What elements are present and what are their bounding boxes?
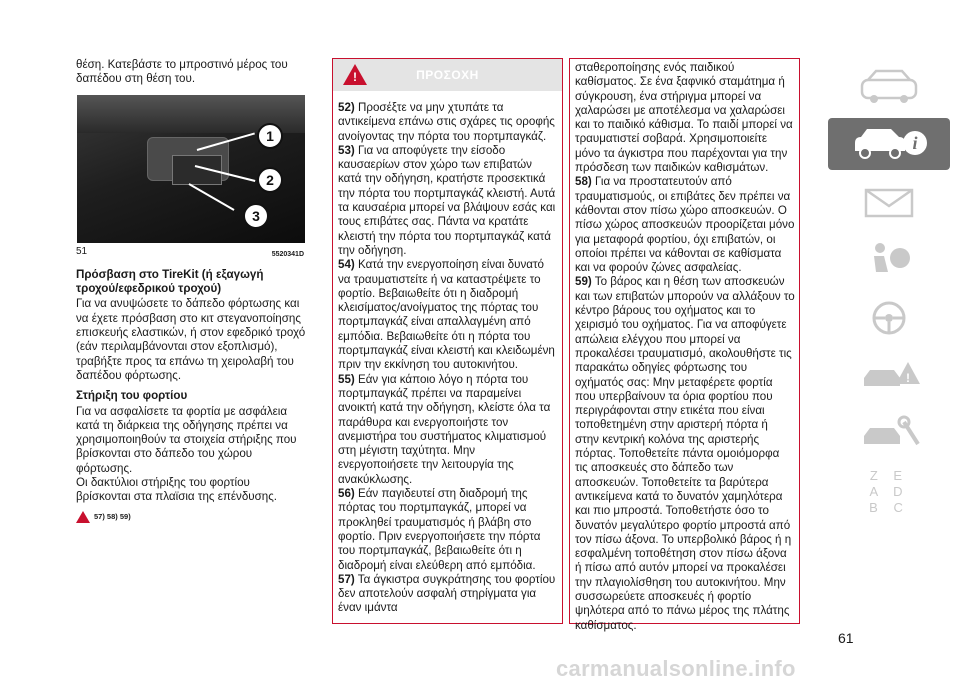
mail-icon[interactable]: [828, 176, 950, 228]
warning-header: ! ΠΡΟΣΟΧΗ: [333, 59, 562, 91]
car-dashboard-icon[interactable]: [828, 60, 950, 112]
left-column: [76, 58, 306, 524]
watermark: carmanualsonline.info: [556, 656, 796, 681]
wrench-car-icon[interactable]: [828, 408, 950, 460]
warning-item: 56) Εάν παγιδευτεί στη διαδρομή της πόρτας του πορτμπαγκάζ, μπορεί να προκληθεί τραυματισμός ή βλάβη στο φορτίο. Πριν ενεργοποιήσετε την πόρτα του πορτμπαγκάζ, βεβαιωθείτε ότι η διαδρομή είναι ελεύθερη από εμπόδια.: [338, 487, 541, 572]
warning-item: 57) Τα άγκιστρα συγκράτησης του φορτίου δεν αποτελούν ασφαλή στηρίγματα για έναν ιμάντα: [338, 572, 556, 615]
figure-code: 5520341D: [271, 250, 304, 258]
trunk-floor-photo: [77, 95, 305, 243]
warning-title: ΠΡΟΣΟΧΗ: [416, 68, 479, 82]
section-title-load: Στήριξη του φορτίου: [76, 389, 188, 403]
section-text-load-1: Για να ασφαλίσετε τα φορτία με ασφάλεια κατά τη διάρκεια της οδήγησης πρέπει να χρησιμοποιηθούν τα στοιχεία στήριξης που βρίσκονται στο δάπεδο του χώρου φόρτωσης.: [76, 404, 297, 475]
intro-text: θέση. Κατεβάστε το μπροστινό μέρος του δαπέδου στη θέση του.: [76, 58, 288, 86]
car-info-icon[interactable]: [828, 118, 950, 170]
warning-continued-text: σταθεροποίησης ενός παιδικού καθίσματος. Σε ένα ξαφνικό σταμάτημα ή σύγκρουση, ένα στήριγμα μπορεί να χαλαρώσει με αποτέλεσμα να χαλαρώσει και το παιδικό κάθισμα. Το παιδί μπορεί να τραυματιστεί σοβαρά. Χρησιμοποιείτε μόνο τα άγκιστρα που παρέχονται για την πρόσδεση των παιδικών καθισμάτων.: [575, 61, 793, 175]
section-title-tirekit: Πρόσβαση στο TireKit (ή εξαγωγή τροχού/εφεδρικού τροχού): [76, 267, 264, 296]
warning-car-icon[interactable]: [828, 350, 950, 402]
svg-text:!: !: [906, 371, 910, 385]
warning-continued-items: [575, 61, 795, 633]
section-text-load-2: Οι δακτύλιοι στήριξης του φορτίου βρίσκονται στα πλαϊσια της επένδυσης.: [76, 476, 278, 504]
figure-number: 51: [76, 245, 88, 257]
warning-item: 52) Προσέξτε να μην χτυπάτε τα αντικείμενα επάνω στις σχάρες τις οροφής ανοίγοντας την πόρτα του πορτμπαγκάζ.: [338, 101, 555, 143]
warning-references: [76, 510, 306, 524]
warning-ref-numbers: 57) 58) 59): [94, 511, 131, 521]
warning-triangle-icon: [76, 511, 90, 523]
callout-1: 1: [257, 123, 283, 149]
callout-2: 2: [257, 167, 283, 193]
warning-item: 58) Για να προστατευτούν από τραυματισμούς, οι επιβάτες δεν πρέπει να κάθονται στον πίσω χώρο αποσκευών. Ο πίσω χώρος αποσκευών προορίζεται μόνο για μεταφορά φορτίου, όχι επιβατών, οι οποίοι πρέπει να κάθονται σε καθίσματα και να φορούν ζώνες ασφαλείας.: [575, 175, 795, 275]
warning-item: 54) Κατά την ενεργοποίηση είναι δυνατό να τραυματιστείτε ή να καταστρέψετε το φορτίο. Βεβαιωθείτε ότι η διαδρομή κλεισίματος/ανοίγματος της πόρτας του πορτμπαγκάζ είναι απαλλαγμένη από εμπόδια. Βεβαιωθείτε ότι η πόρτα του πορτμπαγκάζ είναι κλειστή και κλειδωμένη πριν την εκκίνηση του αυτοκινήτου.: [338, 258, 555, 372]
warning-item: 55) Εάν για κάποιο λόγο η πόρτα του πορτμπαγκάζ πρέπει να παραμείνει ανοικτή κατά την οδήγηση, κλείστε όλα τα παράθυρα και ενεργοποιήστε τον ανεμιστήρα του συστήματος κλιματισμού στη μέγιστη ταχύτητα. Μην ενεργοποιήσετε την λειτουργία της ανακύκλωσης.: [338, 372, 551, 486]
index-letters: Z E A D B C: [869, 468, 909, 515]
index-letters-icon[interactable]: [828, 466, 950, 518]
callout-leader-3: [189, 183, 235, 211]
airbag-icon[interactable]: [828, 234, 950, 286]
warning-items: [338, 101, 558, 616]
warning-box: [332, 58, 563, 624]
warning-item: 59) Το βάρος και η θέση των αποσκευών και των επιβατών μπορούν να αλλάξουν το κέντρο βάρους του οχήματος και το χειρισμό του οχήματος. Για να αποφύγετε απώλεια ελέγχου που μπορεί να προκαλέσει τραυματισμό, ακολουθήστε τις παρακάτω οδηγίες φόρτωσης του οχήματός σας: Μην μεταφέρετε φορτία που υπερβαίνουν τα όρια φορτίου που περιγράφονται στην ετικέτα που είναι τοποθετημένη στην αριστερή πόρτα ή στην κεντρική κολόνα της αριστερής πόρτας. Τοποθετείτε πάντα ομοιόμορφα τις αποσκευές στο δάπεδο των αποσκευών. Τοποθετείτε τα βαρύτερα αντικείμενα κατά το δυνατόν χαμηλότερα και πιο μπροστά. Τοποθετήστε όσο το δυνατόν μεγαλύτερο φορτίο μπροστά από τον πίσω άξονα. Το υπερβολικό βάρος ή η εσφαλμένη τοποθέτηση στον πίσω άξονα ή πίσω από αυτόν μπορεί να προκαλέσει την πλαγιολίσθηση του αυτοκινήτου. Μην συσσωρεύετε αποσκευές ή φορτίο ψηλότερα από το πάνω μέρος της πλάτης καθίσματος.: [575, 275, 795, 632]
chapter-sidebar: [828, 60, 950, 524]
figure-caption: [76, 245, 304, 262]
section-text-tirekit: Για να ανυψώσετε το δάπεδο φόρτωσης και να έχετε πρόσβαση στο κιτ στεγανοποίησης επισκευής ελαστικών, ή στον εφεδρικό τροχό (εάν περιλαμβάνονται στον εξοπλισμό), τραβήξτε προς τα επάνω τη χειρολαβή του δαπέδου φόρτωσης.: [76, 297, 306, 382]
steering-icon[interactable]: [828, 292, 950, 344]
warning-item: 53) Για να αποφύγετε την είσοδο καυσαερίων στον χώρο των επιβατών κατά την οδήγηση, κρατήστε προσεκτικά την πόρτα του πορτμπαγκάζ κλειστή. Αυτά τα καυσαέρια μπορεί να βλάψουν εσάς και τους επιβάτες σας. Πάντα να κρατάτε κλειστή την πόρτα του πορτμπαγκάζ κατά την οδήγηση.: [338, 143, 556, 257]
callout-3: 3: [243, 203, 269, 229]
page-number: 61: [838, 630, 854, 646]
warning-box-continued: [569, 58, 800, 632]
svg-text:i: i: [912, 133, 918, 153]
